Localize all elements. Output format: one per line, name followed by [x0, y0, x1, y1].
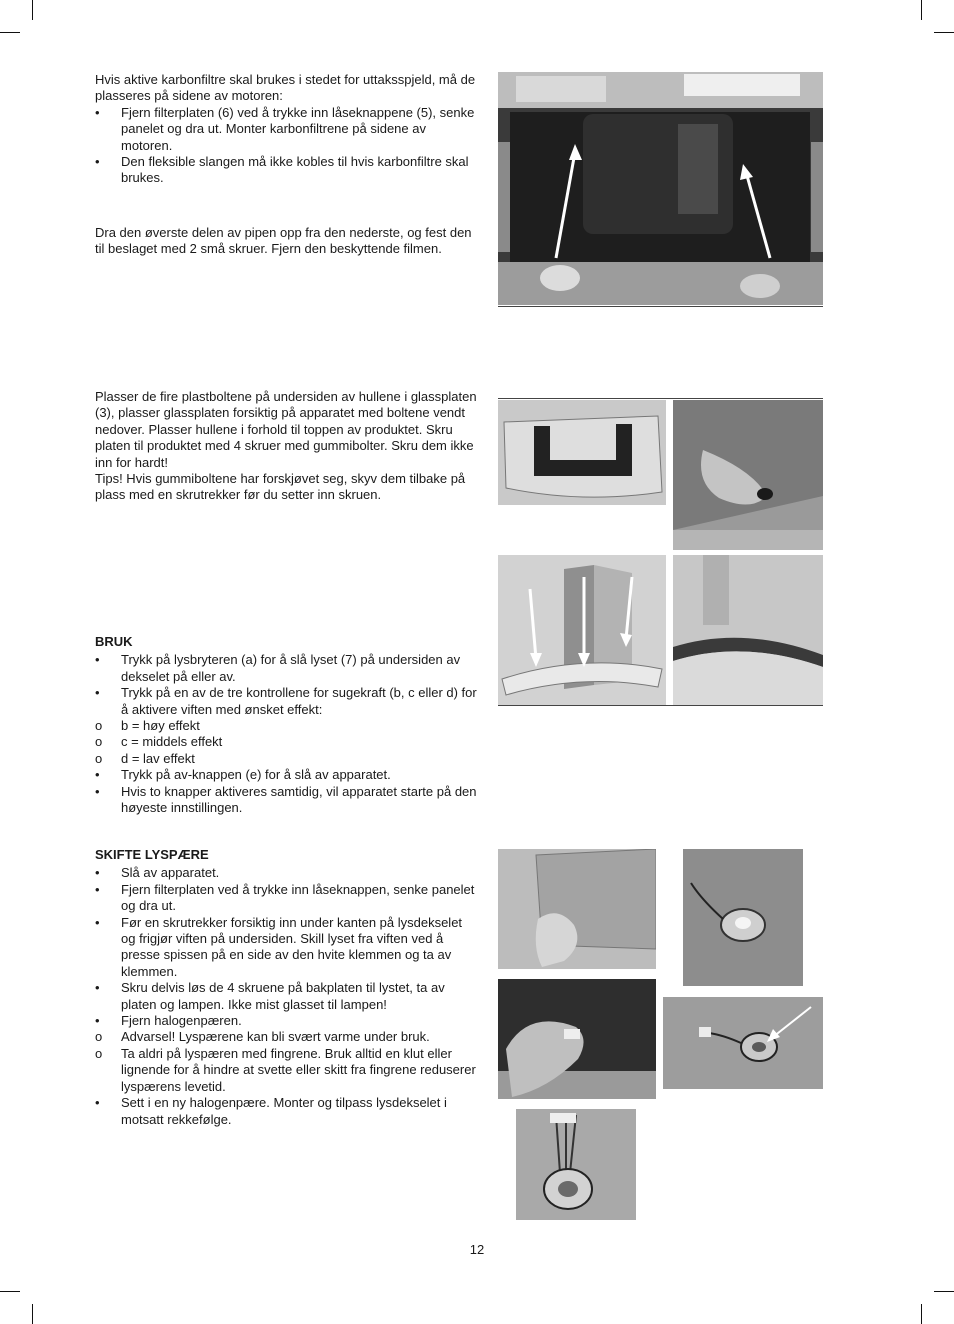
carbon-filter-intro: Hvis aktive karbonfiltre skal brukes i stedet for uttaksspjeld, må de plasseres på sidene av motoren: — [95, 72, 476, 104]
usage-section — [95, 634, 480, 816]
bulb-socket-photo — [516, 1109, 636, 1220]
bulb-list — [95, 865, 480, 1128]
light-fixture-photo — [683, 849, 803, 986]
crop-mark — [32, 0, 33, 20]
list-item: o Ta aldri på lyspæren med fingrene. Bruk alltid en klut eller lignende for å hindre at svette eller skitt fra fingrene reduserer lyspærens levetid. — [95, 1045, 476, 1094]
crop-mark — [32, 1304, 33, 1324]
usage-heading: BRUK — [95, 634, 133, 649]
crop-mark — [921, 0, 922, 20]
separator-line — [498, 705, 823, 706]
glass-plate-tip: Tips! Hvis gummiboltene har forskjøvet seg, skyv dem tilbake på plass med en skrutrekker før du setter inn skruen. — [95, 471, 466, 503]
list-item: • Før en skrutrekker forsiktig inn under kanten på lysdekselet og frigjør viften på undersiden. Skill lyset fra viften ved å presse spissen på en side av den hvite klemmen og ta av klemmen. — [95, 914, 463, 979]
list-item: • Sett i en ny halogenpære. Monter og tilpass lysdekselet i motsatt rekkefølge. — [95, 1095, 447, 1127]
list-item: • Fjern filterplaten (6) ved å trykke inn låseknappene (5), senke panelet og dra ut. Monter karbonfiltrene på sidene av motoren. — [95, 104, 475, 153]
carbon-filter-list — [95, 105, 480, 187]
usage-list — [95, 652, 480, 816]
bulb-heading: SKIFTE LYSPÆRE — [95, 847, 209, 862]
list-item: • Skru delvis løs de 4 skruene på bakplaten til lystet, ta av platen og lampen. Ikke mist glasset til lampen! — [95, 980, 445, 1012]
list-item: o c = middels effekt — [95, 734, 223, 750]
hood-edge-photo — [673, 555, 823, 705]
separator-line — [498, 306, 823, 307]
chimney-mount-photo — [498, 555, 666, 705]
list-item: • Trykk på en av de tre kontrollene for sugekraft (b, c eller d) for å aktivere viften med ønsket effekt: — [95, 685, 477, 717]
page-number: 12 — [469, 1242, 485, 1257]
list-item: o Advarsel! Lyspærene kan bli svært varme under bruk. — [95, 1029, 430, 1045]
list-item: • Slå av apparatet. — [95, 865, 220, 881]
crop-mark — [0, 32, 20, 33]
glass-plate-section — [95, 389, 480, 504]
list-item: o d = lav effekt — [95, 750, 195, 766]
list-item: • Trykk på lysbryteren (a) for å slå lyset (7) på undersiden av dekselet på eller av. — [95, 652, 461, 684]
motor-carbon-filter-photo — [498, 72, 823, 305]
crop-mark — [934, 32, 954, 33]
glass-plate-text: Plasser de fire plastboltene på undersiden av hullene i glassplaten (3), plasser glassplaten forsiktig på apparatet med boltene vendt nedover. Plasser hullene i forhold til toppen av produktet. Skru platen til produktet med 4 skruer med gummibolter. Skru dem ikke inn for hardt! — [95, 389, 477, 470]
list-item: • Trykk på av-knappen (e) for å slå av apparatet. — [95, 767, 391, 783]
bulb-section — [95, 847, 480, 1128]
crop-mark — [934, 1291, 954, 1292]
list-item: • Den fleksible slangen må ikke kobles til hvis karbonfiltre skal brukes. — [95, 154, 469, 186]
crop-mark — [921, 1304, 922, 1324]
chimney-section — [95, 225, 480, 258]
list-item: • Fjern filterplaten ved å trykke inn låseknappen, senke panelet og dra ut. — [95, 881, 475, 914]
separator-line — [498, 398, 823, 399]
list-item: • Hvis to knapper aktiveres samtidig, vil apparatet starte på den høyeste innstillingen. — [95, 783, 477, 816]
glass-plate-photo — [498, 400, 666, 505]
list-item: o b = høy effekt — [95, 718, 200, 734]
list-item: • Fjern halogenpæren. — [95, 1013, 242, 1029]
bulb-clip-photo — [663, 997, 823, 1089]
chimney-text: Dra den øverste delen av pipen opp fra den nederste, og fest den til beslaget med 2 små skruer. Fjern den beskyttende filmen. — [95, 225, 472, 257]
crop-mark — [0, 1291, 20, 1292]
filter-removal-photo — [498, 849, 656, 969]
clip-release-photo — [498, 979, 656, 1099]
carbon-filter-section — [95, 72, 480, 187]
rubber-bolt-photo — [673, 400, 823, 550]
